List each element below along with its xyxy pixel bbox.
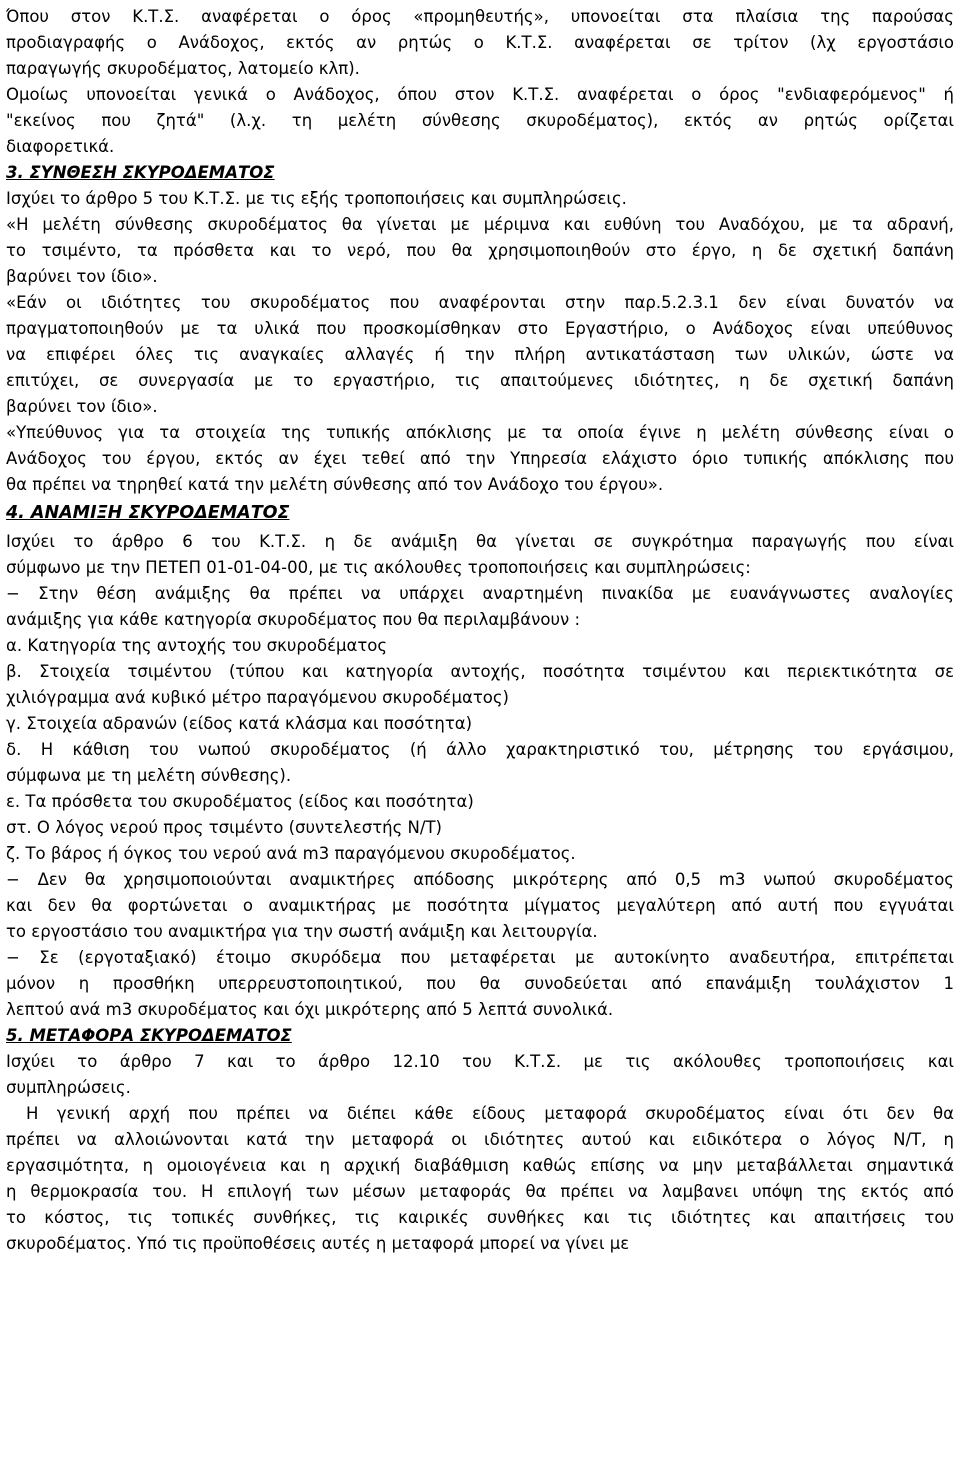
text-line: μόνον η προσθήκη υπερρευστοποιητικού, που θα συνοδεύεται από επανάμιξη τουλάχιστον 1: [6, 973, 954, 993]
text-line: το κόστος, τις τοπικές συνθήκες, τις καιρικές συνθήκες και τις ιδιότητες και απαιτήσεις του: [6, 1207, 954, 1227]
text-line: βαρύνει τον ίδιο».: [6, 397, 158, 416]
text-line: το εργοστάσιο του αναμικτήρα για την σωστή ανάμιξη και λειτουργία.: [6, 921, 598, 941]
text-line: «Υπεύθυνος για τα στοιχεία της τυπικής απόκλισης με τα οποία έγινε η μελέτη σύνθεσης είναι ο: [6, 423, 954, 442]
text-line: σύμφωνα με τη μελέτη σύνθεσης).: [6, 765, 292, 785]
text-line: «Η μελέτη σύνθεσης σκυροδέματος θα γίνεται με μέριμνα και ευθύνη του Αναδόχου, με τα αδρανή,: [6, 215, 954, 234]
section-3: [6, 160, 954, 498]
text-line: στ. Ο λόγος νερού προς τσιμέντο (συντελεστής Ν/Τ): [6, 817, 442, 837]
text-line: δ. Η κάθιση του νωπού σκυροδέματος (ή άλλο χαρακτηριστικό του, μέτρησης του εργάσιμου,: [6, 739, 954, 759]
text-line: προδιαγραφής ο Ανάδοχος, εκτός αν ρητώς ο Κ.Τ.Σ. αναφέρεται σε τρίτον (λχ εργοστάσιο: [6, 33, 954, 52]
text-line: επιτύχει, σε συνεργασία με το εργαστήριο, τις απαιτούμενες ιδιότητες, η δε σχετική δαπάνη: [6, 371, 954, 390]
text-line: να επιφέρει όλες τις αναγκαίες αλλαγές ή την πλήρη αντικατάσταση των υλικών, ώστε να: [6, 345, 954, 364]
text-line: Ισχύει το άρθρο 5 του Κ.Τ.Σ. με τις εξής τροποποιήσεις και συμπληρώσεις.: [6, 189, 627, 208]
text-line: Όπου στον Κ.Τ.Σ. αναφέρεται ο όρος «προμηθευτής», υπονοείται στα πλαίσια της παρούσας: [6, 7, 954, 26]
text-line: λεπτού ανά m3 σκυροδέματος και όχι μικρότερης από 5 λεπτά συνολικά.: [6, 999, 614, 1019]
section-heading: 4. ΑΝΑΜΙΞΗ ΣΚΥΡΟΔΕΜΑΤΟΣ: [6, 503, 290, 523]
text-line: Η γενική αρχή που πρέπει να διέπει κάθε είδους μεταφορά σκυροδέματος είναι ότι δεν θα: [26, 1103, 954, 1123]
text-line: «Εάν οι ιδιότητες του σκυροδέματος που αναφέρονται στην παρ.5.2.3.1 δεν είναι δυνατόν να: [6, 293, 954, 312]
text-line: η θερμοκρασία του. Η επιλογή των μέσων μεταφοράς θα πρέπει να λαμβανει υπόψη της εκτός από: [6, 1181, 954, 1201]
text-line: α. Κατηγορία της αντοχής του σκυροδέματος: [6, 635, 388, 655]
text-line: σύμφωνο με την ΠΕΤΕΠ 01-01-04-00, με τις ακόλουθες τροποποιήσεις και συμπληρώσεις:: [6, 557, 751, 577]
text-line: παραγωγής σκυροδέματος, λατομείο κλπ).: [6, 59, 360, 78]
text-line: διαφορετικά.: [6, 137, 115, 156]
text-line: β. Στοιχεία τσιμέντου (τύπου και κατηγορία αντοχής, ποσότητα τσιμέντου και περιεκτικότητα σε: [6, 661, 954, 681]
text-line: και δεν θα φορτώνεται ο αναμικτήρας με ποσότητα μίγματος μεγαλύτερη από αυτή που εγγυάται: [6, 895, 954, 915]
text-line: σκυροδέματος. Υπό τις προϋποθέσεις αυτές η μεταφορά μπορεί να γίνει με: [6, 1233, 630, 1253]
text-line: Ομοίως υπονοείται γενικά ο Ανάδοχος, όπου στον Κ.Τ.Σ. αναφέρεται ο όρος "ενδιαφερόμενος" ή: [6, 85, 954, 104]
section-heading: 3. ΣΥΝΘΕΣΗ ΣΚΥΡΟΔΕΜΑΤΟΣ: [6, 163, 275, 182]
text-line: βαρύνει τον ίδιο».: [6, 267, 158, 286]
text-line: ε. Τα πρόσθετα του σκυροδέματος (είδος και ποσότητα): [6, 791, 474, 811]
text-line: το τσιμέντο, τα πρόσθετα και το νερό, που θα χρησιμοποιηθούν στο έργο, η δε σχετική δαπάνη: [6, 241, 954, 260]
text-line: − Στην θέση ανάμιξης θα πρέπει να υπάρχει αναρτημένη πινακίδα με ευανάγνωστες αναλογίες: [6, 583, 954, 603]
text-line: πρέπει να αλλοιώνονται κατά την μεταφορά οι ιδιότητες αυτού και ειδικότερα ο λόγος Ν/Τ, η: [6, 1129, 954, 1149]
section-heading: 5. ΜΕΤΑΦΟΡΑ ΣΚΥΡΟΔΕΜΑΤΟΣ: [6, 1025, 292, 1045]
text-line: πραγματοποιηθούν με τα υλικά που προσκομίσθηκαν στο Εργαστήριο, ο Ανάδοχος είναι υπεύθυνος: [6, 319, 954, 338]
intro-paragraphs: [6, 4, 954, 160]
text-line: ζ. Το βάρος ή όγκος του νερού ανά m3 παραγόμενου σκυροδέματος.: [6, 843, 576, 863]
text-line: συμπληρώσεις.: [6, 1077, 131, 1097]
text-line: γ. Στοιχεία αδρανών (είδος κατά κλάσμα και ποσότητα): [6, 713, 473, 733]
text-line: χιλιόγραμμα ανά κυβικό μέτρο παραγόμενου σκυροδέματος): [6, 687, 509, 707]
text-line: − Σε (εργοταξιακό) έτοιμο σκυρόδεμα που μεταφέρεται με αυτοκίνητο αναδευτήρα, επιτρέπεται: [6, 947, 954, 967]
text-line: Ισχύει το άρθρο 7 και το άρθρο 12.10 του Κ.Τ.Σ. με τις ακόλουθες τροποποιήσεις και: [6, 1051, 954, 1071]
section-4: [6, 498, 954, 1023]
text-line: "εκείνος που ζητά" (λ.χ. τη μελέτη σύνθεσης σκυροδέματος), εκτός αν ρητώς ορίζεται: [6, 111, 954, 130]
section-5: [6, 1023, 954, 1257]
text-line: ανάμιξης για κάθε κατηγορία σκυροδέματος που θα περιλαμβάνουν :: [6, 609, 581, 629]
text-line: Ισχύει το άρθρο 6 του Κ.Τ.Σ. η δε ανάμιξη θα γίνεται σε συγκρότημα παραγωγής που είναι: [6, 531, 954, 551]
text-line: εργασιμότητα, η ομοιογένεια και η αρχική διαβάθμιση καθώς επίσης να μην μεταβάλλεται σημαντικά: [6, 1155, 954, 1175]
text-line: θα πρέπει να τηρηθεί κατά την μελέτη σύνθεσης από τον Ανάδοχο του έργου».: [6, 475, 664, 494]
text-line: Ανάδοχος του έργου, εκτός αν έχει τεθεί από την Υπηρεσία ελάχιστο όριο τυπικής απόκλισης που: [6, 449, 954, 468]
text-line: − Δεν θα χρησιμοποιούνται αναμικτήρες απόδοσης μικρότερης από 0,5 m3 νωπού σκυροδέματος: [6, 869, 954, 889]
